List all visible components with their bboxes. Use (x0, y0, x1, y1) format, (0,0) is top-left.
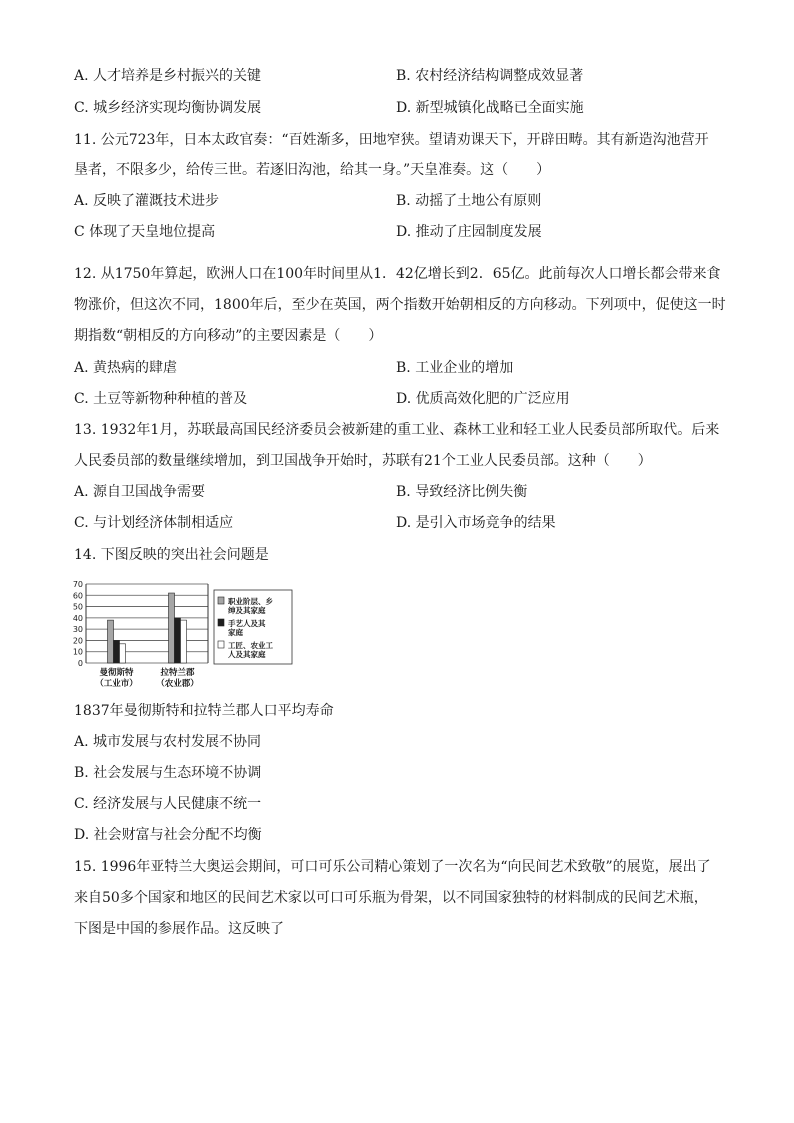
q12-option-b: B. 工业企业的增加 (396, 360, 514, 376)
q15-stem-line-3: 下图是中国的参展作品。这反映了 (74, 921, 284, 937)
q12-stem-line-2: 物涨价，但这次不同，1800年后，至少在英国，两个指数开始朝相反的方向移动。下列项中，促使这一时 (74, 297, 726, 313)
q15-stem-line-1: 15. 1996年亚特兰大奥运会期间，可口可乐公司精心策划了一次名为“向民间艺术致敬”的展览，展出了 (74, 859, 711, 875)
y-tick-label: 60 (72, 591, 83, 601)
y-tick-label: 30 (72, 625, 83, 635)
legend-swatch (218, 597, 224, 604)
q15-stem-line-2: 来自50多个国家和地区的民间艺术家以可口可乐瓶为骨架，以不同国家独特的材料制成的民间艺术瓶， (74, 890, 708, 906)
q12-stem-line-1: 12. 从1750年算起，欧洲人口在100年时间里从1．42亿增长到2．65亿。此前每次人口增长都会带来食 (74, 266, 721, 282)
q13-stem-line-2: 人民委员部的数量继续增加，到卫国战争开始时，苏联有21个工业人民委员部。这种（ ） (74, 453, 652, 469)
q11-option-c: C 体现了天皇地位提高 (74, 224, 216, 240)
bar (169, 593, 175, 663)
bar (181, 620, 187, 663)
q10-option-a: A. 人才培养是乡村振兴的关键 (74, 68, 262, 84)
y-tick-label: 50 (72, 602, 83, 612)
q14-option-d: D. 社会财富与社会分配不均衡 (74, 827, 262, 843)
q11-stem-line-1: 11. 公元723年，日本太政官奏：“百姓渐多，田地窄狭。望请劝课天下，开辟田畴。其有新造沟池营开 (74, 132, 709, 148)
q12-stem-line-3: 期指数“朝相反的方向移动”的主要因素是（ ） (74, 328, 383, 344)
y-tick-label: 0 (77, 659, 83, 668)
life-expectancy-chart (70, 576, 340, 696)
bar (108, 620, 114, 663)
legend-label: 手艺人及其 (228, 619, 266, 628)
x-tick-label: （农业郡） (156, 679, 199, 689)
q14-option-b: B. 社会发展与生态环境不协调 (74, 765, 262, 781)
legend-swatch (218, 641, 224, 648)
y-tick-label: 40 (72, 613, 83, 623)
y-tick-label: 10 (72, 647, 83, 657)
x-tick-label: （工业市） (95, 679, 138, 689)
legend-label: 人及其家庭 (228, 650, 266, 659)
q13-option-b: B. 导致经济比例失衡 (396, 484, 528, 500)
q12-option-c: C. 土豆等新物种种植的普及 (74, 391, 248, 407)
q13-option-d: D. 是引入市场竞争的结果 (396, 515, 556, 531)
q14-stem: 14. 下图反映的突出社会问题是 (74, 547, 269, 563)
legend-label: 工匠、农业工 (228, 641, 273, 650)
x-tick-label: 拉特兰郡 (160, 668, 195, 678)
q10-option-b: B. 农村经济结构调整成效显著 (396, 68, 584, 84)
bar (114, 640, 120, 663)
q12-option-d: D. 优质高效化肥的广泛应用 (396, 391, 570, 407)
q14-chart-caption: 1837年曼彻斯特和拉特兰郡人口平均寿命 (74, 703, 334, 719)
q14-option-c: C. 经济发展与人民健康不统一 (74, 796, 262, 812)
q10-option-c: C. 城乡经济实现均衡协调发展 (74, 100, 262, 116)
q11-stem-line-2: 垦者，不限多少，给传三世。若逐旧沟池，给其一身。”天皇准奏。这（ ） (74, 162, 551, 178)
legend-label: 绅及其家庭 (228, 606, 266, 615)
bar (120, 644, 126, 663)
q11-option-a: A. 反映了灌溉技术进步 (74, 193, 220, 209)
q13-option-c: C. 与计划经济体制相适应 (74, 515, 234, 531)
q12-option-a: A. 黄热病的肆虐 (74, 360, 178, 376)
legend-swatch (218, 619, 224, 626)
q13-option-a: A. 源自卫国战争需要 (74, 484, 206, 500)
q10-option-d: D. 新型城镇化战略已全面实施 (396, 100, 584, 116)
q11-option-d: D. 推动了庄园制度发展 (396, 224, 542, 240)
q14-option-a: A. 城市发展与农村发展不协同 (74, 734, 262, 750)
q13-stem-line-1: 13. 1932年1月，苏联最高国民经济委员会被新建的重工业、森林工业和轻工业人民委员部所取代。后来 (74, 422, 720, 438)
y-tick-label: 70 (72, 580, 83, 589)
legend-label: 职业阶层、乡 (228, 597, 273, 606)
bar (175, 618, 181, 663)
chart-svg (70, 576, 340, 696)
legend-label: 家庭 (228, 628, 243, 637)
q11-option-b: B. 动摇了土地公有原则 (396, 193, 542, 209)
x-tick-label: 曼彻斯特 (99, 668, 134, 678)
y-tick-label: 20 (72, 636, 83, 646)
